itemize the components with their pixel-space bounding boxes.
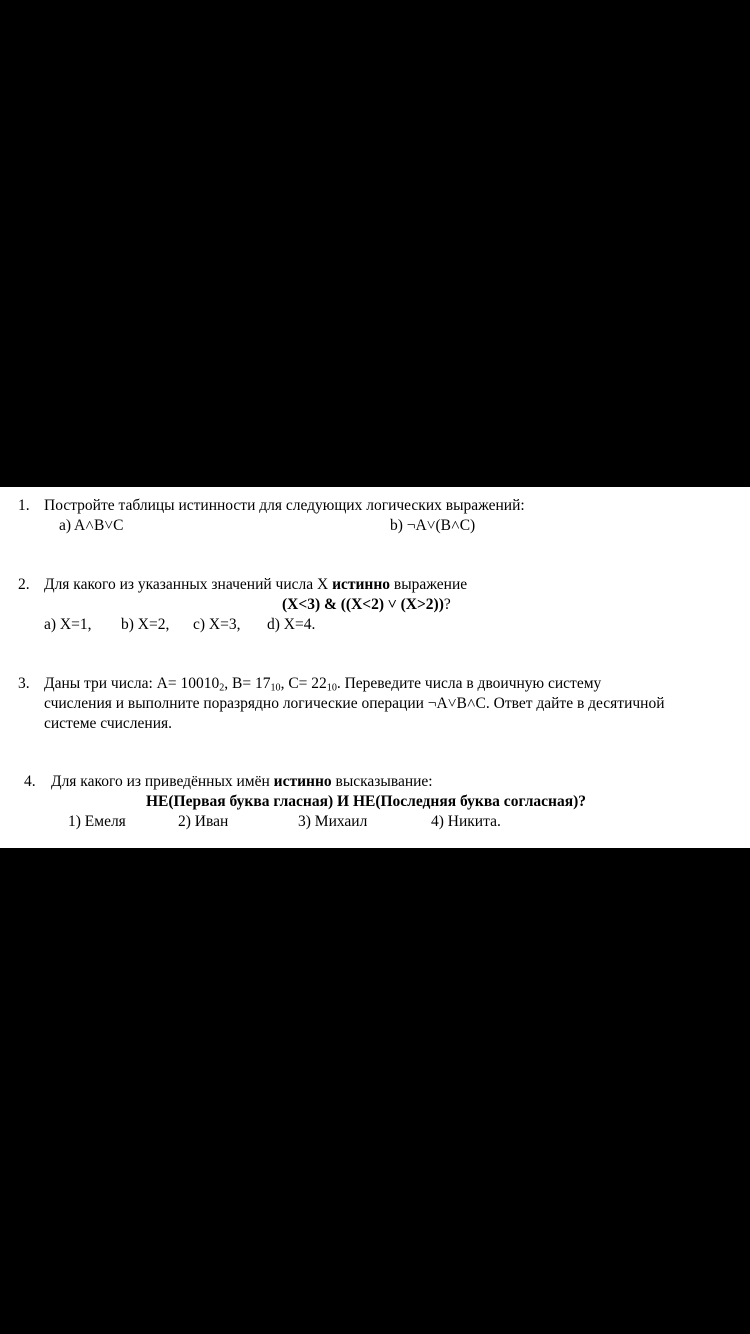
question-text [51, 772, 433, 791]
bold-word: истинно [332, 576, 391, 593]
base-subscript: 10 [270, 682, 281, 694]
text-segment: , C= 22 [280, 675, 327, 692]
option-3: 3) Михаил [298, 813, 368, 830]
option-c: c) X=3, [193, 616, 241, 633]
option-b: b) ¬A˅(B˄C) [390, 517, 476, 534]
option-d: d) X=4. [267, 616, 316, 633]
question-number: 1. [18, 497, 30, 514]
document-page [0, 487, 750, 848]
question-text: Постройте таблицы истинности для следующих логических выражений: [44, 497, 525, 514]
option-a: a) A˄B˅C [59, 517, 124, 534]
text-segment: . Переведите числа в двоичную систему [336, 675, 602, 692]
question-text [44, 575, 467, 594]
question-line-2: счисления и выполните поразрядно логические операции ¬A˅B˄C. Ответ дайте в десятичной [44, 695, 665, 712]
text-segment: Для какого из указанных значений числа X [44, 576, 333, 593]
statement: НЕ(Первая буква гласная) И НЕ(Последняя буква согласная)? [146, 793, 586, 810]
bold-word: истинно [273, 773, 332, 790]
expression-bold: (X<3) & ((X<2) ˅ (X>2)) [282, 596, 444, 613]
text-segment: высказывание: [331, 773, 433, 790]
text-segment: Для какого из приведённых имён [51, 773, 274, 790]
option-b: b) X=2, [121, 616, 170, 633]
text-segment: , B= 17 [224, 675, 271, 692]
option-4: 4) Никита. [431, 813, 501, 830]
expression [282, 595, 451, 614]
expression-tail: ? [443, 596, 451, 613]
question-line-3: системе счисления. [44, 715, 173, 732]
base-subscript: 10 [326, 682, 337, 694]
question-number: 4. [24, 773, 36, 790]
option-2: 2) Иван [178, 813, 229, 830]
option-a: a) X=1, [44, 616, 92, 633]
base-subscript: 2 [219, 682, 225, 694]
option-1: 1) Емеля [68, 813, 126, 830]
question-number: 2. [18, 576, 30, 593]
question-number: 3. [18, 675, 30, 692]
text-segment: выражение [390, 576, 468, 593]
question-line-1 [44, 674, 601, 693]
text-segment: Даны три числа: A= 10010 [44, 675, 220, 692]
